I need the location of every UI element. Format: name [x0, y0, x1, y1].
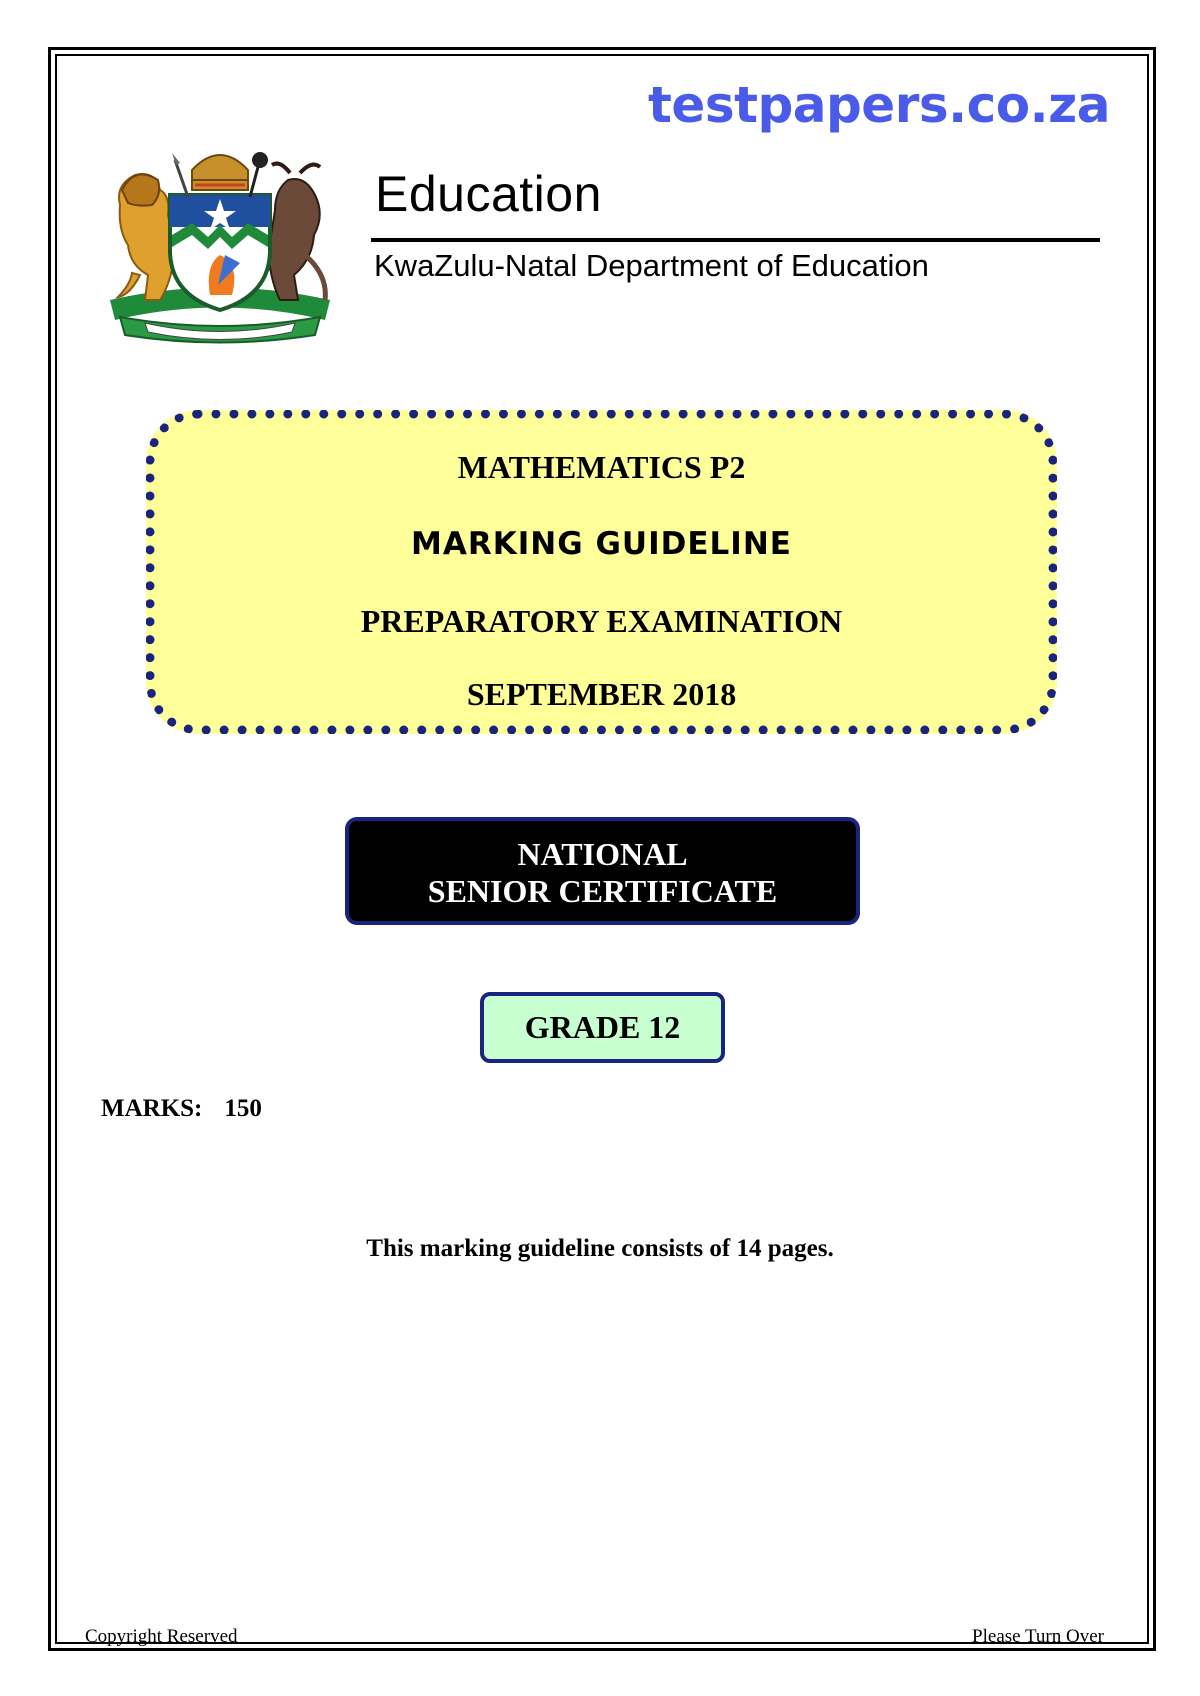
certificate-line-1: NATIONAL [517, 836, 688, 872]
exam-date: SEPTEMBER 2018 [466, 676, 737, 712]
marks-row [101, 1095, 262, 1123]
grade-box: GRADE 12 [480, 992, 725, 1063]
certificate-box [345, 817, 860, 925]
department-heading: Education [375, 166, 602, 222]
coat-of-arms-icon [100, 135, 340, 350]
site-watermark: testpapers.co.za [648, 76, 1110, 134]
marks-label: MARKS: [101, 1095, 203, 1122]
exam-name: PREPARATORY EXAMINATION [360, 603, 843, 639]
pages-note: This marking guideline consists of 14 pages. [366, 1235, 834, 1262]
subject-title: MATHEMATICS P2 [457, 449, 746, 485]
footer-copyright: Copyright Reserved [85, 1626, 238, 1647]
heading-divider [371, 238, 1100, 242]
certificate-line-2: SENIOR CERTIFICATE [427, 873, 778, 909]
document-type: MARKING GUIDELINE [411, 526, 792, 562]
marks-value: 150 [224, 1095, 262, 1122]
department-name: KwaZulu-Natal Department of Education [374, 248, 929, 283]
title-box [146, 410, 1057, 734]
footer-turn-over: Please Turn Over [972, 1626, 1104, 1647]
